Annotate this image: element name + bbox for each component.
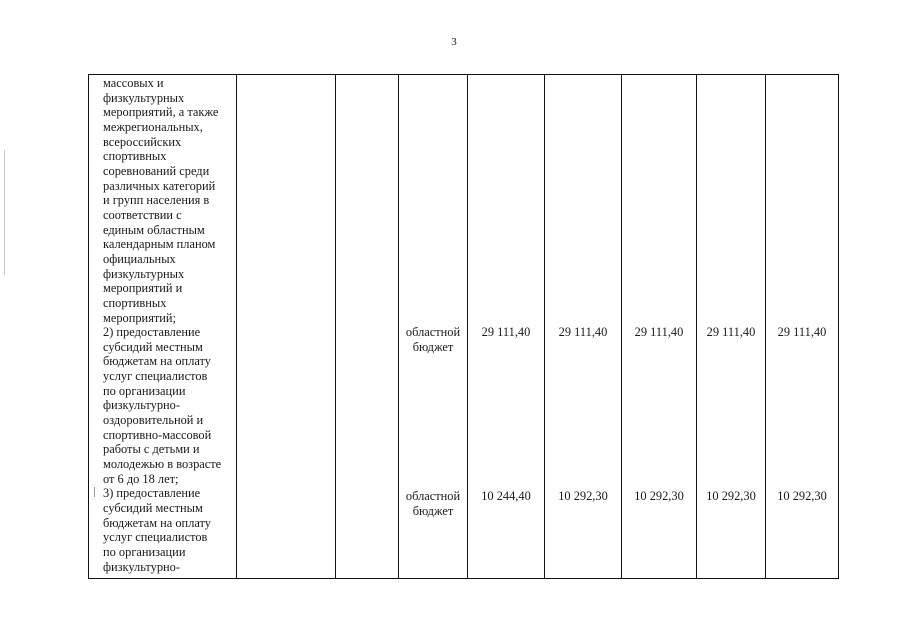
description-line: и групп населения в [103, 193, 210, 208]
column-divider [236, 75, 237, 578]
description-line: различных категорий [103, 178, 216, 193]
description-line: 3) предоставление [103, 486, 201, 501]
amount-cell: 10 292,30 [634, 489, 684, 503]
description-line: соревнований среди [103, 163, 210, 178]
description-line: спортивных [103, 295, 167, 310]
description-line: массовых и [103, 76, 164, 90]
description-line: от 6 до 18 лет; [103, 471, 179, 486]
description-line: соответствии с [103, 207, 182, 222]
description-line: межрегиональных, [103, 119, 203, 134]
column-divider [398, 75, 399, 578]
amount-cell: 10 244,40 [481, 489, 531, 503]
amount-cell: 10 292,30 [558, 489, 608, 503]
description-line: физкультурных [103, 266, 185, 281]
description-line: субсидий местным [103, 501, 203, 516]
amount-cell: 29 111,40 [634, 325, 684, 339]
description-line: физкультурно- [103, 559, 181, 574]
scan-edge-mark [4, 150, 5, 275]
funding-source-cell: областной бюджет [405, 325, 461, 354]
description-line: календарным планом [103, 237, 216, 252]
description-line: мероприятий, а также [103, 105, 219, 120]
description-line: единым областным [103, 222, 205, 237]
description-line: субсидий местным [103, 339, 203, 354]
amount-cell: 29 111,40 [706, 325, 756, 339]
description-line: молодежью в возрасте [103, 457, 222, 472]
description-line: работы с детьми и [103, 442, 200, 457]
amount-cell: 10 292,30 [706, 489, 756, 503]
column-divider [335, 75, 336, 578]
description-line: услуг специалистов [103, 369, 208, 384]
description-line: бюджетам на оплату [103, 515, 211, 530]
page-number: 3 [451, 36, 457, 48]
description-line: физкультурно- [103, 398, 181, 413]
description-line: мероприятий и [103, 281, 183, 296]
description-line: по организации [103, 383, 186, 398]
description-line: физкультурных [103, 90, 185, 105]
funding-source-cell: областной бюджет [405, 489, 461, 518]
description-line: спортивно-массовой [103, 427, 212, 442]
amount-cell: 29 111,40 [481, 325, 531, 339]
description-line: 2) предоставление [103, 325, 201, 340]
description-line: по организации [103, 545, 186, 559]
description-cell [103, 76, 221, 574]
budget-table [88, 74, 839, 579]
description-line: спортивных [103, 149, 167, 164]
amount-cell: 10 292,30 [777, 489, 827, 503]
amount-cell: 29 111,40 [558, 325, 608, 339]
description-line: услуг специалистов [103, 530, 208, 545]
description-line: оздоровительной и [103, 413, 204, 428]
description-line: мероприятий; [103, 310, 177, 325]
amount-cell: 29 111,40 [777, 325, 827, 339]
description-line: бюджетам на оплату [103, 354, 211, 369]
description-line: официальных [103, 251, 176, 266]
description-line: всероссийских [103, 134, 182, 149]
